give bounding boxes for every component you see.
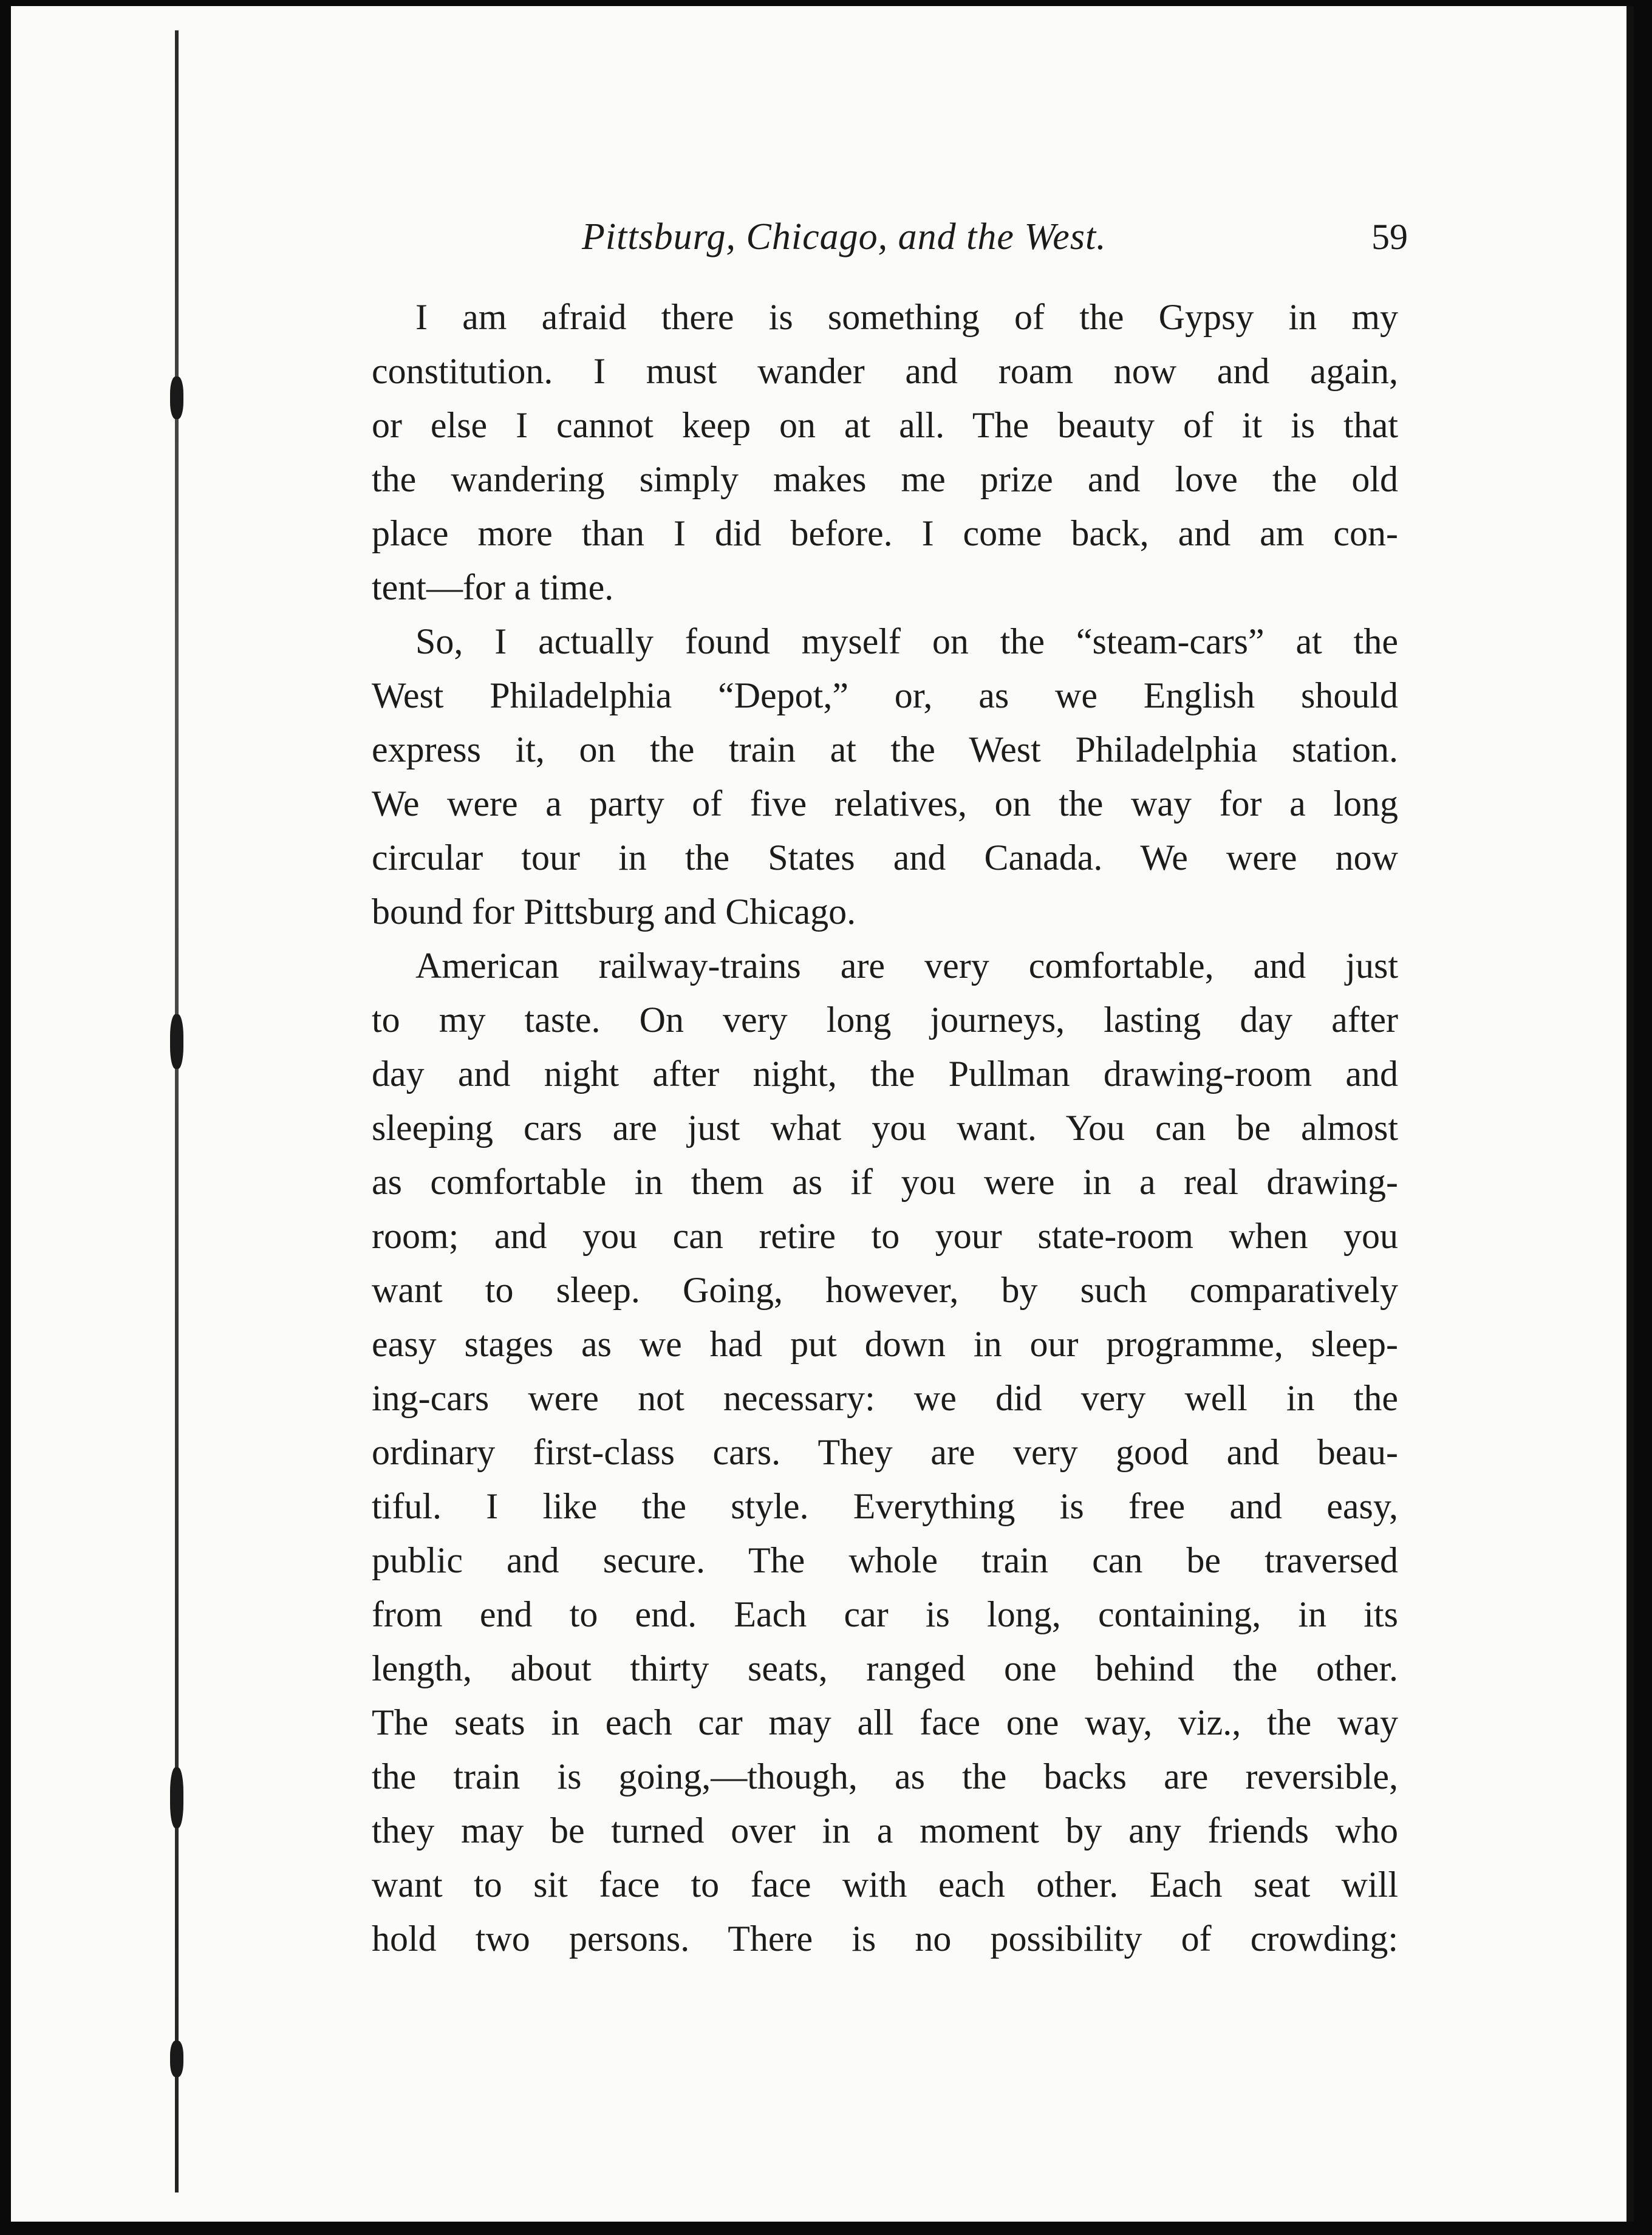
- text-line: the wandering simply makes me prize and love the old: [372, 459, 1398, 499]
- text-line: circular tour in the States and Canada. We were now: [372, 838, 1398, 878]
- text-line: the train is going,—though, as the backs are reversible,: [372, 1756, 1398, 1797]
- text-line: The seats in each car may all face one way, viz., the way: [372, 1702, 1398, 1742]
- text-line: place more than I did before. I come back, and am con-: [372, 513, 1398, 553]
- text-line: ing-cars were not necessary: we did very well in the: [372, 1378, 1398, 1418]
- text-line: room; and you can retire to your state-room when you: [372, 1216, 1398, 1256]
- text-line: American railway-trains are very comfortable, and just: [415, 946, 1398, 986]
- text-line: sleeping cars are just what you want. You can be almost: [372, 1108, 1398, 1148]
- text-line: I am afraid there is something of the Gypsy in my: [415, 297, 1398, 337]
- text-line: length, about thirty seats, ranged one behind the other.: [372, 1648, 1398, 1688]
- text-line: ordinary first-class cars. They are very good and beau-: [372, 1432, 1398, 1472]
- text-line: they may be turned over in a moment by any friends who: [372, 1810, 1398, 1851]
- text-line: hold two persons. There is no possibility of crowding:: [372, 1919, 1398, 1959]
- text-line: bound for Pittsburg and Chicago.: [372, 892, 856, 932]
- text-line: from end to end. Each car is long, containing, in its: [372, 1594, 1398, 1634]
- gutter-mark: [170, 1767, 183, 1828]
- text-line: tiful. I like the style. Everything is free and easy,: [372, 1486, 1398, 1526]
- gutter-binding-edge: [175, 30, 179, 2192]
- gutter-mark: [170, 1014, 183, 1069]
- text-line: We were a party of five relatives, on the way for a long: [372, 783, 1398, 824]
- text-line: West Philadelphia “Depot,” or, as we English should: [372, 675, 1398, 715]
- paragraph: [372, 615, 1398, 939]
- text-line: So, I actually found myself on the “steam-cars” at the: [415, 621, 1398, 661]
- text-line: want to sleep. Going, however, by such comparatively: [372, 1270, 1398, 1310]
- text-line: express it, on the train at the West Philadelphia station.: [372, 729, 1398, 769]
- text-line: easy stages as we had put down in our programme, sleep-: [372, 1324, 1398, 1364]
- running-head: [375, 206, 1408, 267]
- paragraph: [372, 290, 1398, 615]
- text-line: tent—for a time.: [372, 567, 614, 607]
- text-line: as comfortable in them as if you were in a real drawing-: [372, 1162, 1398, 1202]
- text-line: or else I cannot keep on at all. The beauty of it is that: [372, 405, 1398, 445]
- text-line: want to sit face to face with each other. Each seat will: [372, 1865, 1398, 1905]
- text-line: constitution. I must wander and roam now and again,: [372, 351, 1398, 391]
- body-text: [372, 290, 1398, 1966]
- paragraph: [372, 939, 1398, 1966]
- text-line: day and night after night, the Pullman drawing-room and: [372, 1054, 1398, 1094]
- text-line: public and secure. The whole train can be traversed: [372, 1540, 1398, 1580]
- gutter-mark: [170, 2041, 183, 2077]
- running-title: Pittsburg, Chicago, and the West.: [582, 216, 1107, 258]
- gutter-mark: [170, 377, 183, 419]
- page-number: 59: [1371, 217, 1408, 257]
- text-line: to my taste. On very long journeys, lasting day after: [372, 1000, 1398, 1040]
